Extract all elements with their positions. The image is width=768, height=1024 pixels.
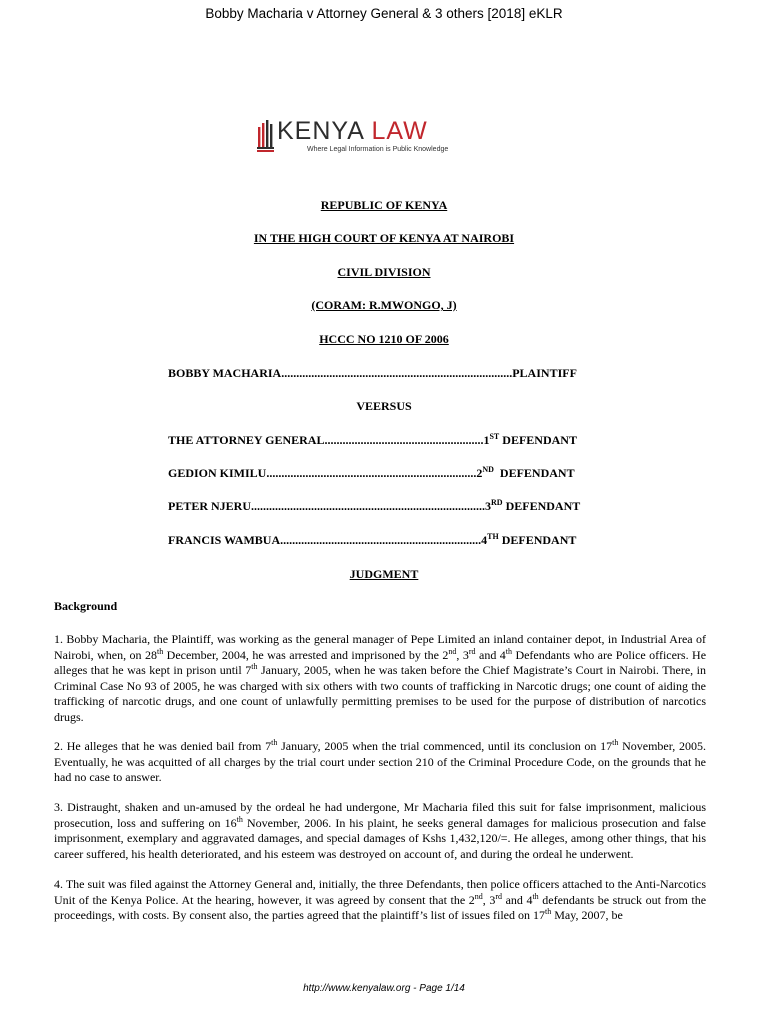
body-paragraph <box>54 739 706 786</box>
logo-tagline: Where Legal Information is Public Knowledge <box>307 146 449 153</box>
paragraph-text: , 3 <box>482 892 496 907</box>
pillars-icon <box>257 118 275 152</box>
body-paragraph <box>54 632 706 726</box>
ordinal-suffix: th <box>251 662 258 672</box>
paragraph-text: defendants be struck out from the proceedings, with costs. By consent also, the parties agreed that the plaintiff’s list of issues filed on 17 <box>54 892 707 923</box>
paragraph-text: December, 2004, he was arrested and imprisoned by the 2 <box>163 647 449 662</box>
case-number: HCCC NO 1210 OF 2006 <box>319 332 449 346</box>
logo-wordmark <box>277 116 428 146</box>
paragraph-text: 3. Distraught, shaken and un-amused by the ordeal he had undergone, Mr Macharia filed this suit for false imprisonment, malicious prosecution, loss and suffering on 16 <box>54 800 706 830</box>
defendant-name: GEDION KIMILU......................................................................2 <box>168 466 483 480</box>
ordinal-suffix: th <box>156 646 164 656</box>
ordinal-suffix: th <box>532 891 539 901</box>
kenya-law-logo <box>257 116 467 158</box>
division-title: CIVIL DIVISION <box>337 265 431 279</box>
ordinal-suffix: th <box>612 738 619 747</box>
paragraph-text: November, 2005. Eventually, he was acquitted of all charges by the trial court under section 210 of the Criminal Procedure Code, on the grounds that he had no case to answer. <box>54 739 706 785</box>
paragraph-text: 2. He alleges that he was denied bail from 7 <box>54 739 272 753</box>
ordinal-suffix: rd <box>495 891 502 901</box>
ordinal-suffix: ND <box>482 465 494 474</box>
plaintiff-line: BOBBY MACHARIA.............................................................................PLAINTIFF <box>168 366 577 380</box>
paragraph-text: Defendants who are Police officers. He alleges that he was kept in prison until 7 <box>54 647 707 678</box>
republic-title: REPUBLIC OF KENYA <box>320 198 448 212</box>
defendant-role: DEFENDANT <box>502 499 581 513</box>
body-paragraph <box>54 800 706 862</box>
versus-line: VEERSUS <box>356 399 412 413</box>
paragraph-text: 4. The suit was filed against the Attorney General and, initially, the three Defendants, then police officers attached to the Anti-Narcotics Unit of the Kenya Police. At the hearing, however, it was agreed by consent that the 2 <box>54 877 706 907</box>
section-heading-background: Background <box>54 599 118 613</box>
ordinal-suffix: nd <box>474 891 483 901</box>
ordinal-suffix: RD <box>491 498 503 507</box>
paragraph-text: and 4 <box>502 892 533 907</box>
judgment-title: JUDGMENT <box>349 567 419 581</box>
defendant-role: DEFENDANT <box>498 533 577 547</box>
logo-word-kenya: KENYA <box>277 117 364 145</box>
defendant-line <box>168 432 608 448</box>
paragraph-text: 1. Bobby Macharia, the Plaintiff, was working as the general manager of Pepe Limited an inland container depot, in Industrial Area of Nairobi, when, on 28 <box>54 632 706 662</box>
ordinal-suffix: th <box>236 814 243 824</box>
defendant-line <box>168 498 608 514</box>
paragraph-text: January, 2005 when the trial commenced, until its conclusion on 17 <box>277 739 613 753</box>
court-title: IN THE HIGH COURT OF KENYA AT NAIROBI <box>253 231 515 245</box>
paragraph-text: November, 2006. In his plaint, he seeks general damages for malicious prosecution and false imprisonment, exemplary and aggravated damages, and special damages of Kshs 1,432,120/=. He alleges, among other things, that his career suffered, his health deteriorated, and his esteem was destroyed on account of, and during the ordeal he underwent. <box>54 815 706 861</box>
ordinal-suffix: ST <box>489 432 500 441</box>
defendant-name: THE ATTORNEY GENERAL.....................................................1 <box>168 433 490 447</box>
defendant-line <box>168 532 608 548</box>
defendant-name: FRANCIS WAMBUA...................................................................4 <box>168 533 488 547</box>
coram-line: (CORAM: R.MWONGO, J) <box>311 298 457 312</box>
ordinal-suffix: th <box>505 646 512 656</box>
paragraph-text: May, 2007, be <box>551 908 623 923</box>
ordinal-suffix: rd <box>468 646 476 656</box>
ordinal-suffix: TH <box>487 532 499 541</box>
defendant-role: DEFENDANT <box>493 466 575 480</box>
defendant-role: DEFENDANT <box>499 433 577 447</box>
paragraph-text: , 3 <box>456 647 469 662</box>
paragraph-text: January, 2005, when he was taken before the Chief Magistrate’s Court in Nairobi. There, in Criminal Case No 93 of 2005, he was charged with six others with two counts of trafficking in Narcotic drugs; one count of aiding the trafficking of narcotic drugs, and one count of unlawfully permitting premises to be used for the purpose of distribution of narcotics drugs. <box>54 663 707 724</box>
ordinal-suffix: nd <box>448 646 457 656</box>
body-paragraph <box>54 877 706 924</box>
defendant-line <box>168 465 608 481</box>
running-header: Bobby Macharia v Attorney General & 3 others [2018] eKLR <box>205 6 563 21</box>
logo-word-law: LAW <box>371 117 428 145</box>
page-footer: http://www.kenyalaw.org - Page 1/14 <box>303 983 465 994</box>
defendant-name: PETER NJERU..............................................................................3 <box>168 499 492 513</box>
ordinal-suffix: th <box>545 907 552 917</box>
paragraph-text: and 4 <box>475 647 506 662</box>
ordinal-suffix: th <box>271 738 278 747</box>
